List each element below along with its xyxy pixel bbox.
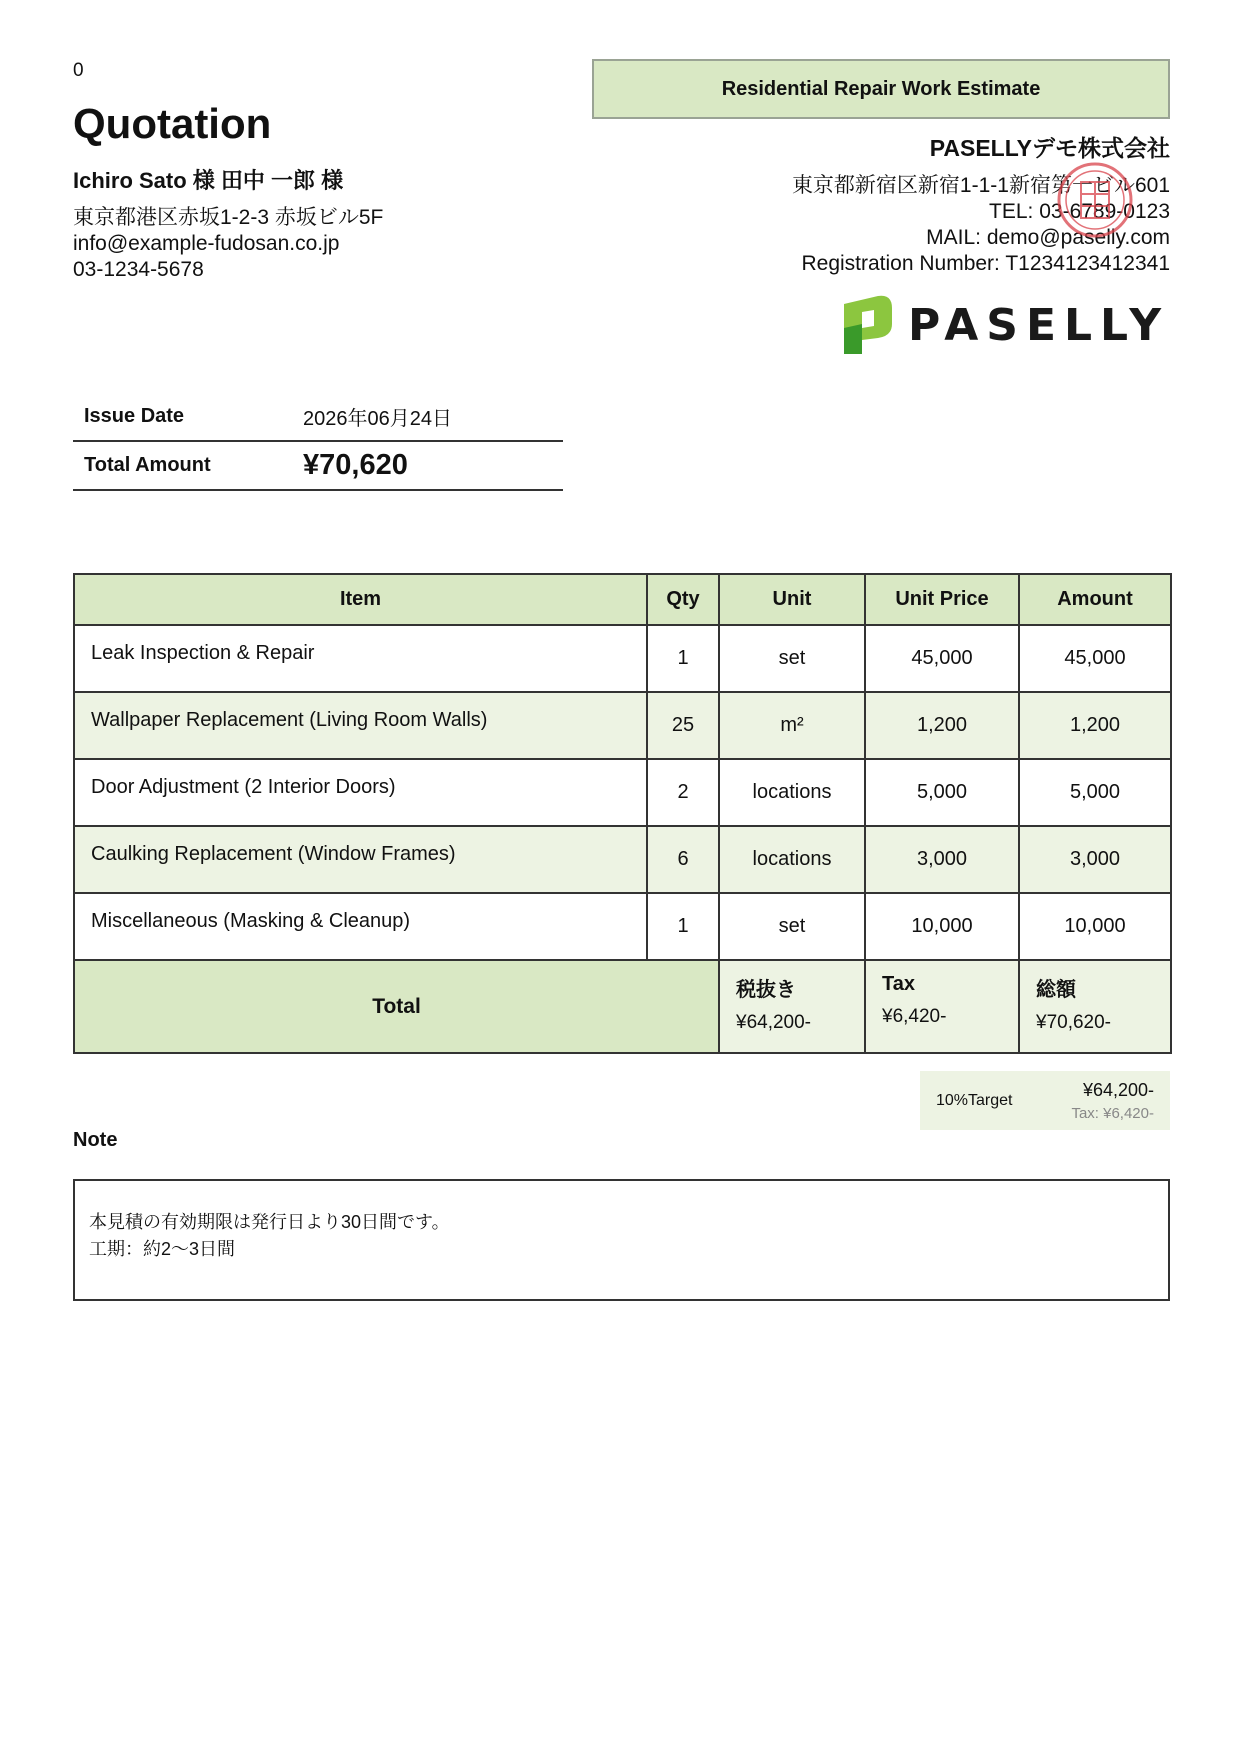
recipient-phone: 03-1234-5678 [73, 258, 204, 281]
issuer-tel: TEL: 03-6789-0123 [989, 200, 1170, 223]
recipient-address: 東京都港区赤坂1-2-3 赤坂ビル5F [73, 206, 384, 229]
logo-wordmark: PASELLY [908, 299, 1170, 351]
tax-breakdown-box [920, 1071, 1170, 1130]
row-item: Leak Inspection & Repair [74, 625, 647, 692]
row-unit: set [719, 893, 865, 960]
table-header-row [74, 574, 1171, 625]
row-amount: 5,000 [1019, 759, 1171, 826]
document-title: Quotation [73, 100, 272, 147]
total-amount-value: ¥70,620 [303, 449, 408, 481]
totals-label: Total [74, 960, 719, 1053]
row-amount: 45,000 [1019, 625, 1171, 692]
issue-date-value: 2026年06月24日 [303, 407, 452, 430]
totals-row [74, 960, 1171, 1053]
row-qty: 25 [647, 692, 719, 759]
row-unit: locations [719, 759, 865, 826]
note-line: 工期：約2〜3日間 [89, 1239, 236, 1259]
row-unit: m² [719, 692, 865, 759]
subtotal-label: 税抜き [736, 979, 796, 1001]
row-item: Wallpaper Replacement (Living Room Walls) [74, 692, 647, 759]
row-item: Caulking Replacement (Window Frames) [74, 826, 647, 893]
row-amount: 10,000 [1019, 893, 1171, 960]
total-amount-label: Total Amount [84, 454, 211, 476]
row-item: Door Adjustment (2 Interior Doors) [74, 759, 647, 826]
tax-amount-value: Tax: ¥6,420- [1071, 1104, 1154, 1122]
note-heading: Note [73, 1129, 118, 1151]
row-unit-price: 45,000 [865, 625, 1019, 692]
header-qty: Qty [647, 574, 719, 625]
grand-total-cell [1019, 960, 1171, 1053]
issue-date-label: Issue Date [84, 404, 185, 427]
row-unit: set [719, 625, 865, 692]
tax-cell [865, 960, 1019, 1053]
header-unit-price: Unit Price [865, 574, 1019, 625]
subtotal-value: ¥64,200- [736, 1012, 812, 1033]
table-row [74, 759, 1171, 826]
grand-total-label: 総額 [1036, 979, 1076, 1001]
grand-total-value: ¥70,620- [1036, 1012, 1112, 1033]
line-items-table [73, 573, 1172, 1054]
issue-date-row [73, 392, 563, 442]
table-row [74, 826, 1171, 893]
table-row [74, 692, 1171, 759]
tax-rate-label: 10%Target [936, 1091, 1013, 1109]
recipient-email: info@example-fudosan.co.jp [73, 232, 340, 255]
tax-label: Tax [882, 973, 915, 995]
row-amount: 1,200 [1019, 692, 1171, 759]
header-amount: Amount [1019, 574, 1171, 625]
table-row [74, 625, 1171, 692]
row-unit: locations [719, 826, 865, 893]
subject-box [592, 59, 1170, 119]
document-number: 0 [73, 60, 84, 81]
issuer-address: 東京都新宿区新宿1-1-1新宿第一ビル601 [791, 174, 1170, 197]
taxable-base-value: ¥64,200- [1082, 1079, 1154, 1100]
row-qty: 2 [647, 759, 719, 826]
company-logo [838, 294, 1170, 356]
issuer-company-name: PASELLYデモ株式会社 [929, 135, 1170, 161]
note-line: 本見積の有効期限は発行日より30日間です。 [89, 1212, 450, 1232]
row-qty: 1 [647, 893, 719, 960]
table-row [74, 893, 1171, 960]
row-qty: 1 [647, 625, 719, 692]
document-subject: Residential Repair Work Estimate [721, 77, 1041, 100]
quote-summary [73, 392, 563, 491]
row-unit-price: 5,000 [865, 759, 1019, 826]
issuer-mail: MAIL: demo@paselly.com [926, 226, 1170, 249]
row-item: Miscellaneous (Masking & Cleanup) [74, 893, 647, 960]
issuer-registration: Registration Number: T1234123412341 [801, 252, 1170, 275]
tax-breakdown-values [1042, 1080, 1170, 1122]
paselly-logo-mark-icon [838, 294, 894, 356]
company-seal-stamp [1055, 160, 1135, 240]
header-unit: Unit [719, 574, 865, 625]
recipient-name: Ichiro Sato 様 田中 一郎 様 [73, 168, 344, 193]
tax-value: ¥6,420- [882, 1006, 947, 1027]
note-box [73, 1179, 1170, 1301]
row-unit-price: 3,000 [865, 826, 1019, 893]
recipient-details [73, 205, 383, 283]
row-qty: 6 [647, 826, 719, 893]
row-unit-price: 1,200 [865, 692, 1019, 759]
row-unit-price: 10,000 [865, 893, 1019, 960]
subtotal-cell [719, 960, 865, 1053]
header-item: Item [74, 574, 647, 625]
row-amount: 3,000 [1019, 826, 1171, 893]
total-amount-row [73, 442, 563, 491]
